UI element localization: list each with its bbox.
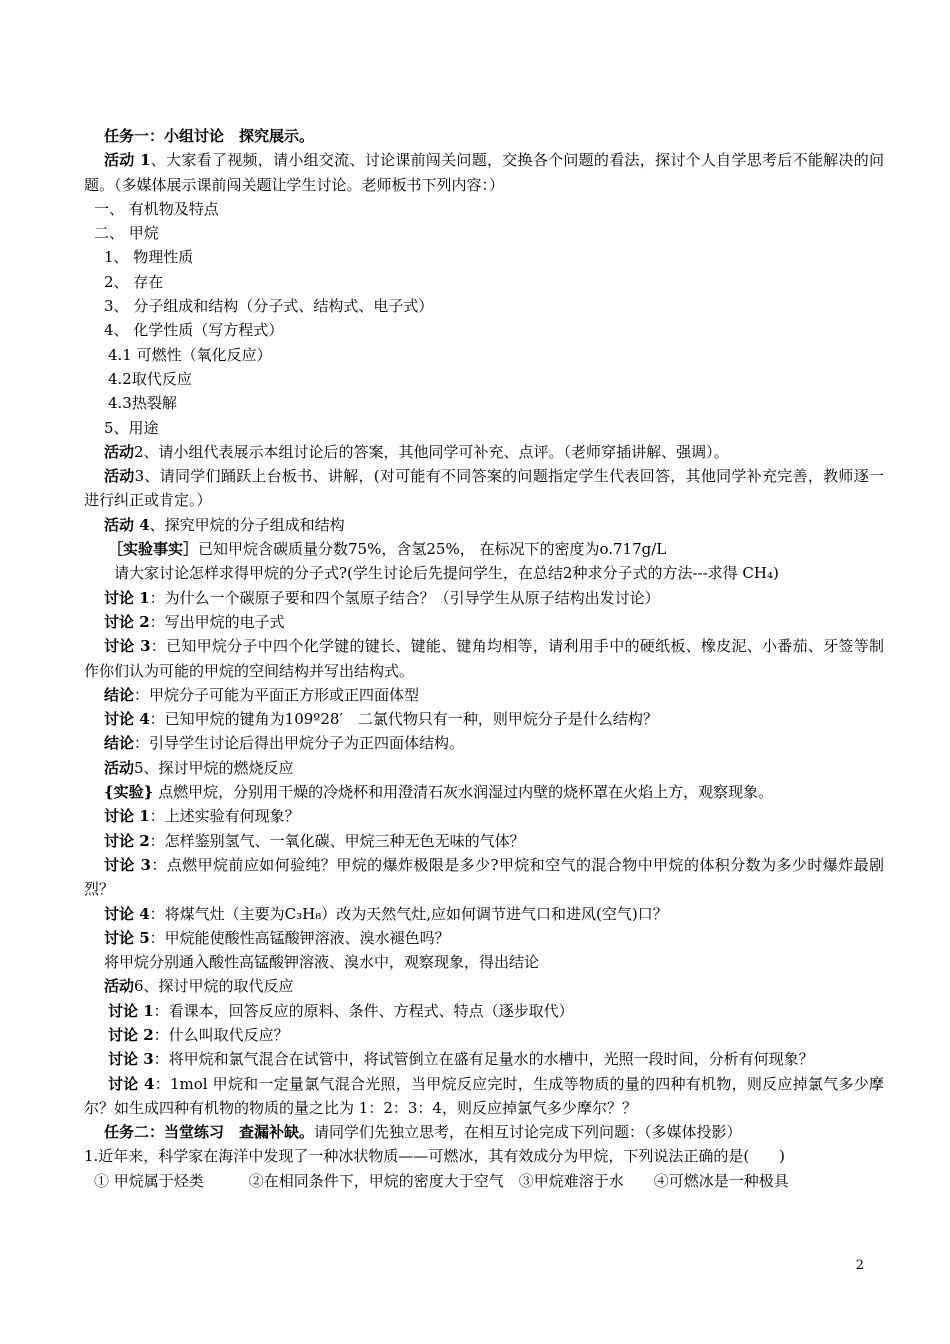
bold-label: 讨论 4 [104, 904, 150, 923]
bold-label: ［实验事实］ [108, 540, 199, 559]
discussion-1 [84, 804, 884, 828]
outline-item [84, 318, 884, 342]
outline-item [84, 416, 884, 440]
discussion-4 [84, 1072, 884, 1121]
line-text: 5、探讨甲烷的燃烧反应 [134, 758, 294, 777]
line-text: 4.2取代反应 [108, 369, 192, 388]
activity-6 [84, 974, 884, 998]
task2-heading [84, 1120, 884, 1144]
bold-label: 讨论 5 [104, 928, 150, 947]
line-text: ：上述实验有何现象？ [149, 807, 300, 826]
discussion-1 [84, 586, 884, 610]
activity-3 [84, 464, 884, 513]
exercise-question-1 [84, 1144, 884, 1168]
line-text: 点燃甲烷，分别用干燥的冷烧杯和用澄清石灰水润湿过内壁的烧杯罩在火焰上方，观察现象。 [153, 783, 774, 802]
line-text: ：写出甲烷的电子式 [149, 612, 285, 631]
line-text: ：甲烷能使酸性高锰酸钾溶液、溴水褪色吗？ [149, 928, 450, 947]
bold-label: 活动 [104, 442, 135, 461]
line-text: 请大家讨论怎样求得甲烷的分子式?(学生讨论后先提问学生，在总结2种求分子式的方法---求得 CH₄) [114, 564, 779, 583]
discussion-3 [84, 1047, 884, 1071]
bold-label: 讨论 3 [108, 1050, 154, 1069]
instruction-line [84, 950, 884, 974]
bold-label: 讨论 4 [104, 710, 150, 729]
discussion-4 [84, 902, 884, 926]
line-text: 一、 有机物及特点 [94, 199, 219, 218]
outline-subitem [84, 343, 884, 367]
line-text: ：1mol 甲烷和一定量氯气混合光照，当甲烷反应完时，生成等物质的量的四种有机物，则反应掉氯气多少摩尔？如生成四种有机物的物质的量之比为 1：2：3：4，则反应掉氯气多少摩尔？？ [84, 1074, 884, 1117]
experiment [84, 780, 884, 804]
bold-label: 任务一：小组讨论 探究展示。 [104, 127, 315, 145]
bold-label: 讨论 2 [104, 831, 150, 850]
line-text: 2、 存在 [104, 272, 164, 291]
line-text: ：已知甲烷的键角为109º28′ 二氯代物只有一种，则甲烷分子是什么结构？ [149, 710, 658, 729]
discussion-5 [84, 926, 884, 950]
discussion-2 [84, 829, 884, 853]
bold-label: 讨论 1 [104, 807, 150, 826]
bold-label: 讨论 3 [104, 855, 151, 874]
line-text: 2、请小组代表展示本组讨论后的答案，其他同学可补充、点评。（老师穿插讲解、强调）。 [134, 442, 729, 461]
discussion-4 [84, 707, 884, 731]
line-text: 请同学们先独立思考，在相互讨论完成下列问题：（多媒体投影） [314, 1123, 742, 1142]
line-text: 4、 化学性质（写方程式） [104, 321, 284, 340]
bold-label: 讨论 4 [108, 1074, 155, 1093]
line-text: ：引导学生讨论后得出甲烷分子为正四面体结构。 [134, 734, 465, 753]
line-text: ：看课本，回答反应的原料、条件、方程式、特点（逐步取代） [153, 1001, 574, 1020]
conclusion-2 [84, 731, 884, 755]
discussion-2 [84, 610, 884, 634]
line-text: ：为什么一个碳原子要和四个氢原子结合？（引导学生从原子结构出发讨论） [149, 588, 660, 607]
outline-subitem [84, 367, 884, 391]
bold-label: 活动 [104, 977, 135, 996]
discussion-3 [84, 634, 884, 683]
line-text: 、探究甲烷的分子组成和结构 [149, 515, 345, 534]
exercise-options [84, 1169, 884, 1193]
bold-label: 结论 [104, 734, 135, 753]
bold-label: 讨论 1 [108, 1001, 154, 1020]
line-text: 5、用途 [104, 418, 159, 437]
outline-item [84, 221, 884, 245]
bold-label: 结论 [104, 685, 135, 704]
activity-4 [84, 513, 884, 537]
discussion-1 [84, 999, 884, 1023]
line-text: 3、请同学们踊跃上台板书、讲解，(对可能有不同答案的问题指定学生代表回答，其他同学补充完善，教师逐一进行纠正或肯定。） [84, 467, 884, 510]
line-text: ：怎样鉴别氢气、一氧化碳、甲烷三种无色无味的气体？ [149, 831, 525, 850]
line-text: ：将甲烷和氯气混合在试管中，将试管倒立在盛有足量水的水槽中，光照一段时间，分析有何现象？ [153, 1050, 814, 1069]
bold-label: 讨论 2 [104, 612, 150, 631]
line-text: ：已知甲烷分子中四个化学键的键长、键能、键角均相等，请利用手中的硬纸板、橡皮泥、小番茄、牙签等制作你们认为可能的甲烷的空间结构并写出结构式。 [84, 637, 884, 680]
line-text: 已知甲烷含碳质量分数75%，含氢25%， 在标况下的密度为o.717g/L [198, 540, 667, 559]
line-text: ：甲烷分子可能为平面正方形或正四面体型 [134, 685, 420, 704]
discussion-prompt [84, 561, 884, 585]
bold-label: 任务二：当堂练习 查漏补缺。 [104, 1123, 315, 1142]
line-text: ：点燃甲烷前应如何验纯？甲烷的爆炸极限是多少?甲烷和空气的混合物中甲烷的体积分数为多少时爆炸最剧烈？ [84, 855, 884, 899]
bold-label: 活动 1 [104, 151, 151, 170]
line-text: 1.近年来，科学家在海洋中发现了一种冰状物质——可燃冰，其有效成分为甲烷，下列说法正确的是( ) [84, 1147, 786, 1166]
outline-item [84, 294, 884, 318]
activity-5 [84, 756, 884, 780]
line-text: 4.1 可燃性（氧化反应） [108, 345, 272, 364]
outline-item [84, 197, 884, 221]
conclusion-1 [84, 683, 884, 707]
bold-label: 讨论 2 [108, 1025, 154, 1044]
line-text: ：将煤气灶（主要为C₃H₈）改为天然气灶,应如何调节进气口和进风(空气)口？ [149, 904, 668, 923]
line-text: 1、 物理性质 [104, 248, 194, 267]
activity-1 [84, 148, 884, 197]
bold-label: 讨论 1 [104, 588, 150, 607]
outline-item [84, 270, 884, 294]
line-text: 6、探讨甲烷的取代反应 [134, 977, 294, 996]
activity-2 [84, 440, 884, 464]
line-text: ：什么叫取代反应？ [153, 1025, 289, 1044]
line-text: 、大家看了视频，请小组交流、讨论课前闯关问题，交换各个问题的看法，探讨个人自学思考后不能解决的问题。（多媒体展示课前闯关题让学生讨论。老师板书下列内容：） [84, 151, 884, 194]
bold-label: 讨论 3 [104, 637, 151, 656]
line-text: 3、 分子组成和结构（分子式、结构式、电子式） [104, 297, 434, 316]
page-content [84, 124, 884, 1193]
outline-item [84, 245, 884, 269]
outline-subitem [84, 391, 884, 415]
line-text: 二、 甲烷 [94, 224, 159, 243]
bold-label: 活动 [104, 467, 135, 486]
task1-heading [84, 124, 884, 148]
line-text: 4.3热裂解 [108, 394, 177, 413]
bold-label: {实验} [104, 783, 154, 802]
discussion-3 [84, 853, 884, 902]
line-text: 将甲烷分别通入酸性高锰酸钾溶液、溴水中，观察现象，得出结论 [104, 953, 540, 972]
bold-label: 活动 4 [104, 515, 150, 534]
line-text: ① 甲烷属于烃类 ②在相同条件下，甲烷的密度大于空气 ③甲烷难溶于水 ④可燃冰是一种极具 [94, 1171, 789, 1190]
bold-label: 活动 [104, 758, 135, 777]
discussion-2 [84, 1023, 884, 1047]
experiment-fact [84, 537, 884, 561]
page-number: 2 [855, 1258, 864, 1273]
